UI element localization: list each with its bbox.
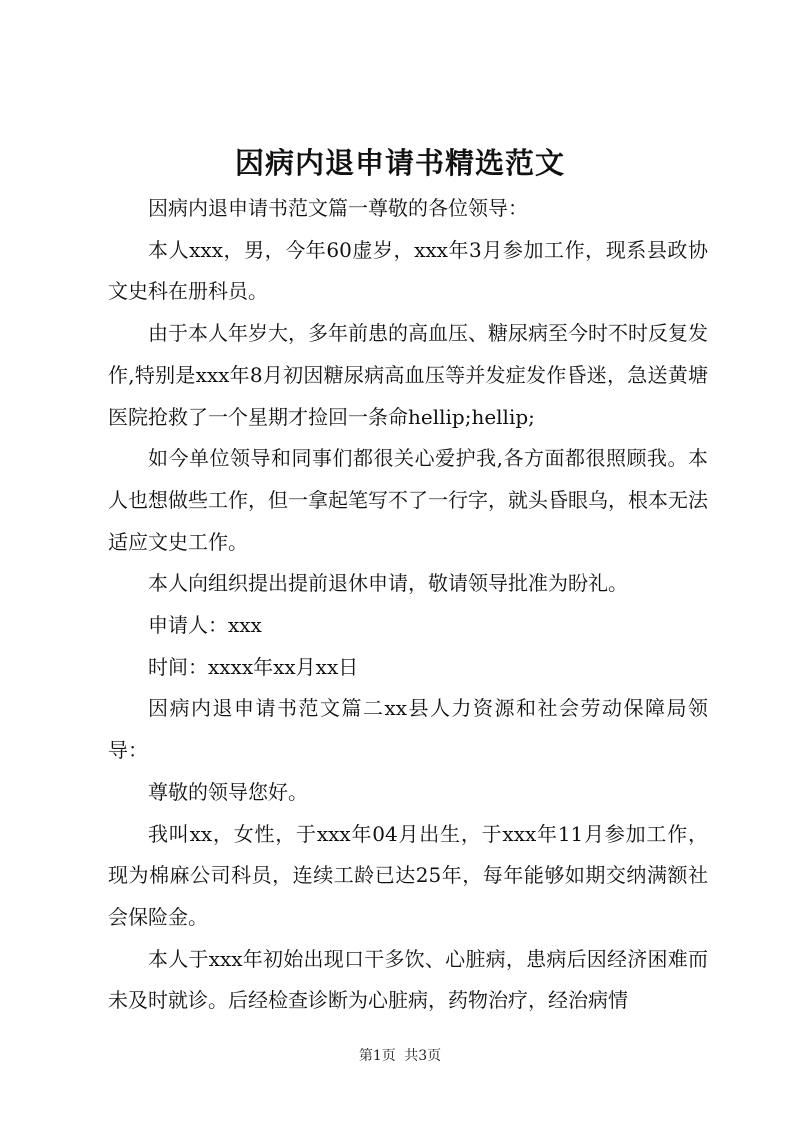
page-footer — [0, 1046, 800, 1066]
paragraph: 本人xxx，男，今年60虚岁，xxx年3月参加工作，现系县政协文史科在册科员。 — [108, 237, 708, 304]
paragraph: 如今单位领导和同事们都很关心爱护我,各方面都很照顾我。本人也想做些工作，但一拿起笔写不了一行字，就头昏眼乌，根本无法适应文史工作。 — [108, 446, 708, 554]
paragraph: 因病内退申请书范文篇一尊敬的各位领导： — [148, 196, 528, 220]
page-total: 共3页 — [404, 1048, 442, 1064]
paragraph: 尊敬的领导您好。 — [148, 779, 308, 804]
paragraph: 我叫xx，女性，于xxx年04月出生，于xxx年11月参加工作，现为棉麻公司科员，连续工龄已达25年，每年能够如期交纳满额社会保险金。 — [108, 821, 708, 929]
applicant-line: 申请人：xxx — [148, 613, 262, 638]
date-line: 时间：xxxx年xx月xx日 — [148, 654, 359, 679]
page-number: 第1页 — [358, 1048, 396, 1064]
paragraph: 本人于xxx年初始出现口干多饮、心脏病，患病后因经济困难而未及时就诊。后经检查诊断为心脏病，药物治疗，经治病情 — [108, 946, 708, 1013]
paragraph: 因病内退申请书范文篇二xx县人力资源和社会劳动保障局领导： — [108, 696, 708, 763]
paragraph: 本人向组织提出提前退休申请，敬请领导批准为盼礼。 — [148, 571, 628, 596]
document-title: 因病内退申请书精选范文 — [234, 146, 565, 180]
paragraph: 由于本人年岁大，多年前患的高血压、糖尿病至今时不时反复发作,特别是xxx年8月初因糖尿病高血压等并发症发作昏迷，急送黄塘医院抢救了一个星期才捡回一条命hellip;hellip; — [108, 321, 708, 429]
document-body — [108, 188, 708, 1022]
